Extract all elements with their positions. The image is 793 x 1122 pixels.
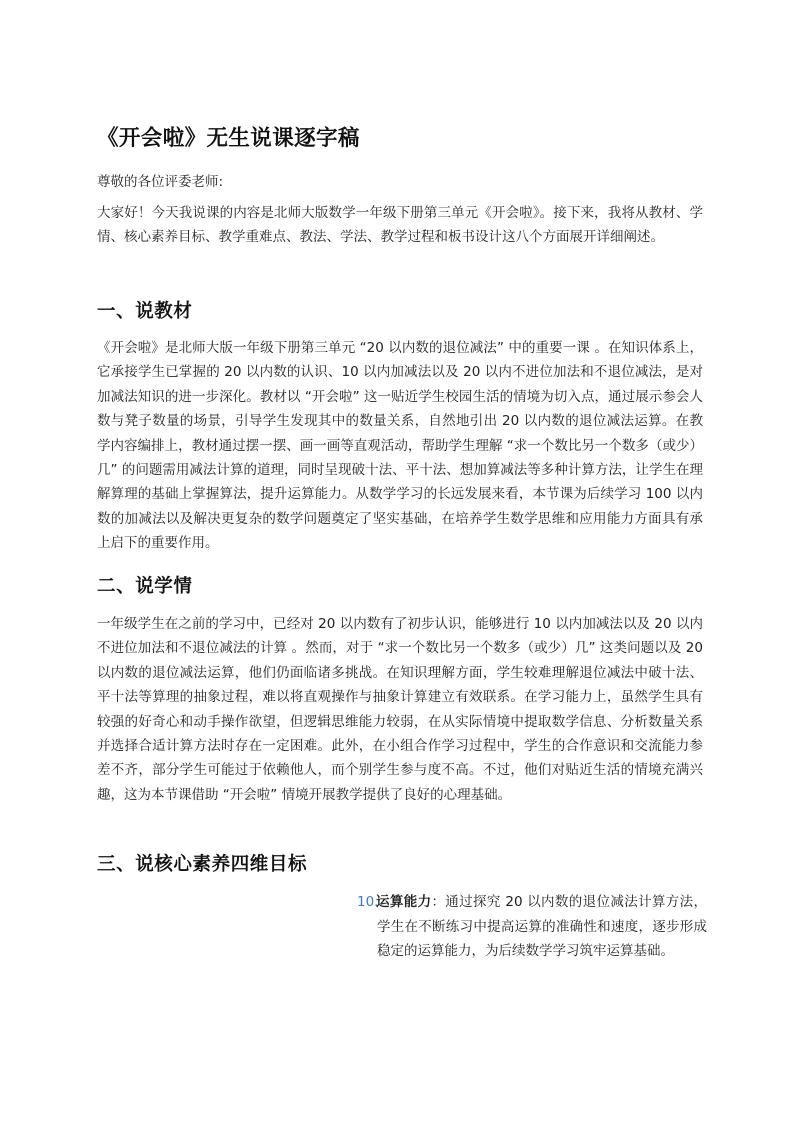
document-title: 《开会啦》无生说课逐字稿 <box>97 126 360 151</box>
list-number: 10. <box>357 894 379 910</box>
greeting: 尊敬的各位评委老师: <box>97 174 224 190</box>
section-heading-core-goals: 三、说核心素养四维目标 <box>97 854 308 875</box>
section-heading-learners: 二、说学情 <box>97 576 193 597</box>
goal-list-item <box>357 890 707 964</box>
section-heading-textbook: 一、说教材 <box>97 301 193 322</box>
goal-item-body <box>357 890 707 964</box>
intro-paragraph: 大家好！今天我说课的内容是北师大版数学一年级下册第三单元《开会啦》。接下来，我将从教材、学情、核心素养目标、教学重难点、教法、学法、教学过程和板书设计这八个方面展开详细阐述。 <box>97 205 703 246</box>
goal-item-text: ：通过探究 20 以内数的退位减法计算方法，学生在不断练习中提高运算的准确性和速度，逐步形成稳定的运算能力，为后续数学学习筑牢运算基础。 <box>377 894 708 959</box>
section-body-learners: 一年级学生在之前的学习中，已经对 20 以内数有了初步认识，能够进行 10 以内加减法以及 20 以内不进位加法和不退位减法的计算 。然而，对于 “求一个数比另一个数多（或少）几” 这类问题以及 20 以内数的退位减法运算，他们仍面临诸多挑战。在知识理解方面，学生较难理解退位减法中破十法、平十法等算理的抽象过程，难以将直观操作与抽象计算建立有效联系。在学习能力上，虽然学生具有较强的好奇心和动手操作欲望，但逻辑思维能力较弱，在从实际情境中提取数学信息、分析数量关系并选择合适计算方法时存在一定困难。此外，在小组合作学习过程中，学生的合作意识和交流能力参差不齐，部分学生可能过于依赖他人，而个别学生参与度不高。不过，他们对贴近生活的情境充满兴趣，这为本节课借助 “开会啦” 情境开展教学提供了良好的心理基础。 <box>97 616 703 803</box>
goal-item-label: 运算能力 <box>376 894 432 910</box>
section-body-textbook: 《开会啦》是北师大版一年级下册第三单元 “20 以内数的退位减法” 中的重要一课 。在知识体系上，它承接学生已掌握的 20 以内数的认识、10 以内加减法以及 20 以内不进位加法和不退位减法，是对加减法知识的进一步深化。教材以 “开会啦” 这一贴近学生校园生活的情境为切入点，通过展示参会人数与凳子数量的场景，引导学生发现其中的数量关系，自然地引出 20 以内数的退位减法运算。在教学内容编排上，教材通过摆一摆、画一画等直观活动，帮助学生理解 “求一个数比另一个数多（或少）几” 的问题需用减法计算的道理，同时呈现破十法、平十法、想加算减法等多种计算方法，让学生在理解算理的基础上掌握算法，提升运算能力。从数学学习的长远发展来看，本节课为后续学习 100 以内数的加减法以及解决更复杂的数学问题奠定了坚实基础，在培养学生数学思维和应用能力方面具有承上启下的重要作用。 <box>97 340 703 552</box>
